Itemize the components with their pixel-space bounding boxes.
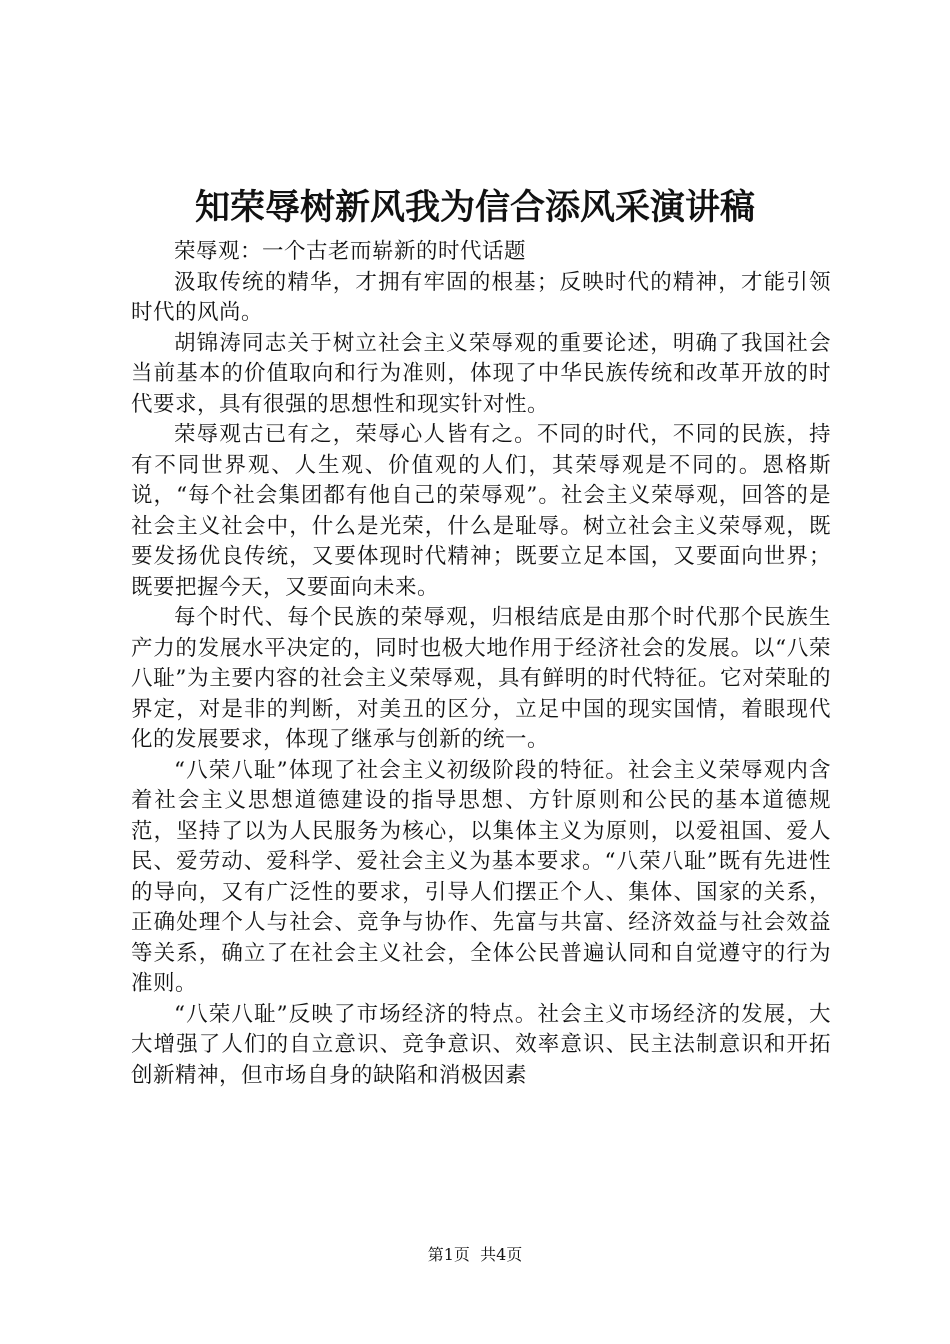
paragraph: 荣辱观古已有之，荣辱心人皆有之。不同的时代，不同的民族，持有不同世界观、人生观、价值观的人们，其荣辱观是不同的。恩格斯说，“每个社会集团都有他自己的荣辱观”。社会主义荣辱观，回答的是社会主义社会中，什么是光荣，什么是耻辱。树立社会主义荣辱观，既要发扬优良传统，又要体现时代精神；既要立足本国，又要面向世界；既要把握今天，又要面向未来。 xyxy=(131,422,831,600)
page-footer xyxy=(0,1245,950,1265)
page-number-label: 第1页 共4页 xyxy=(427,1245,523,1264)
paragraph-subtitle: 荣辱观：一个古老而崭新的时代话题 xyxy=(174,239,527,264)
paragraph: 每个时代、每个民族的荣辱观，归根结底是由那个时代那个民族生产力的发展水平决定的，同时也极大地作用于经济社会的发展。以“八荣八耻”为主要内容的社会主义荣辱观，具有鲜明的时代特征。它对荣耻的界定，对是非的判断，对美丑的区分，立足中国的现实国情，着眼现代化的发展要求，体现了继承与创新的统一。 xyxy=(131,605,831,752)
paragraph: 胡锦涛同志关于树立社会主义荣辱观的重要论述，明确了我国社会当前基本的价值取向和行为准则，体现了中华民族传统和改革开放的时代要求，具有很强的思想性和现实针对性。 xyxy=(131,330,831,417)
paragraph: 汲取传统的精华，才拥有牢固的根基；反映时代的精神，才能引领时代的风尚。 xyxy=(131,269,831,325)
page-title: 知荣辱树新风我为信合添风采演讲稿 xyxy=(194,187,755,228)
document-body xyxy=(131,237,831,1091)
paragraph: “八荣八耻”反映了市场经济的特点。社会主义市场经济的发展，大大增强了人们的自立意识、竞争意识、效率意识、民主法制意识和开拓创新精神，但市场自身的缺陷和消极因素 xyxy=(131,1001,831,1088)
paragraph: “八荣八耻”体现了社会主义初级阶段的特征。社会主义荣辱观内含着社会主义思想道德建设的指导思想、方针原则和公民的基本道德规范，坚持了以为人民服务为核心，以集体主义为原则，以爱祖国、爱人民、爱劳动、爱科学、爱社会主义为基本要求。“八荣八耻”既有先进性的导向，又有广泛性的要求，引导人们摆正个人、集体、国家的关系，正确处理个人与社会、竞争与协作、先富与共富、经济效益与社会效益等关系，确立了在社会主义社会，全体公民普遍认同和自觉遵守的行为准则。 xyxy=(131,757,831,996)
